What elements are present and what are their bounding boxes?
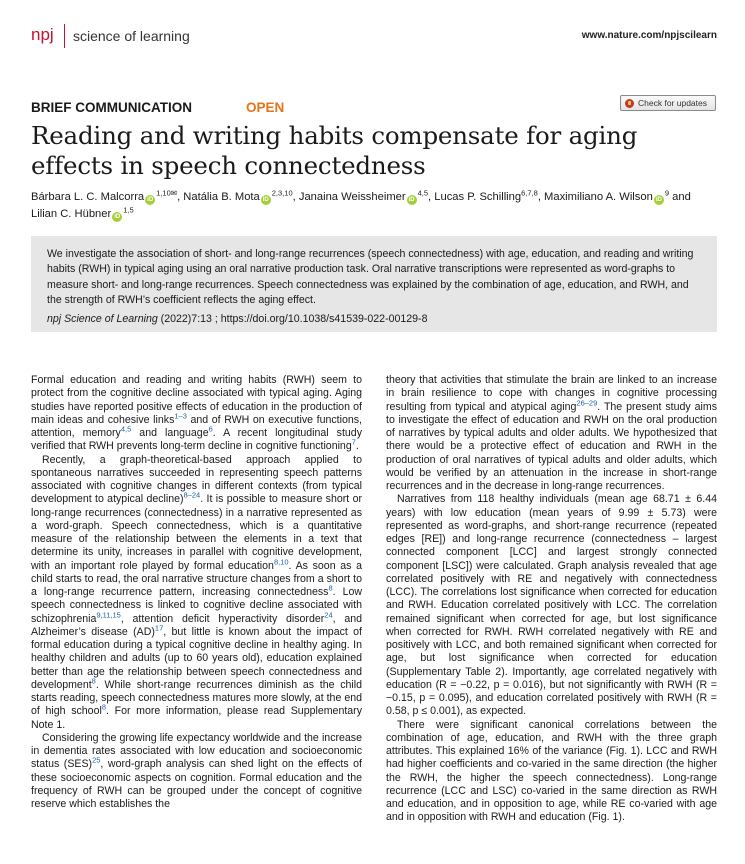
- author-separator: ,: [428, 191, 432, 203]
- author-name[interactable]: Natália B. Mota: [183, 191, 260, 203]
- open-access-label: OPEN: [246, 100, 285, 115]
- reference-link[interactable]: 8–24: [183, 490, 201, 500]
- reference-link[interactable]: 26–29: [576, 397, 598, 407]
- journal-logo-npj: npj: [31, 25, 54, 44]
- journal-header: [31, 22, 717, 52]
- body-text: and of RWH on executive functions, attention, memory: [31, 413, 362, 439]
- body-text: There were significant canonical correlations between the combination of age, education, and RWH with the three graph attributes. This explained 16% of the variance (Fig. 1). LCC and RWH had higher coefficients and co-varied in the same direction (the higher the RWH, the higher the speech connectedness). Long-range recurrence (LCC and LSC) co-varied in the same direction as RWH and education, and in opposition to age, while RE co-varied with age and in opposition with RWH and education (Fig. 1).: [386, 718, 717, 824]
- body-text: , attention deficit hyperactivity disorder: [120, 612, 325, 625]
- journal-name: science of learning: [73, 28, 190, 44]
- citation-journal: npj Science of Learning: [47, 312, 158, 325]
- reference-link[interactable]: 4,5: [120, 424, 132, 434]
- article-title: Reading and writing habits compensate for aging effects in speech connectedness: [31, 121, 638, 180]
- body-text: . While short-range recurrences diminish as the child starts reading, speech connectedness matures more slowly, at the end of high school: [31, 678, 362, 718]
- body-paragraph: [386, 374, 717, 493]
- body-column-left: [31, 374, 362, 811]
- body-text: , word-graph analysis can shed light on the effects of these socioeconomic aspects on cognition. Formal education and the frequency of RWH can be grouped under the concept of cognitive reserve which establishes the: [31, 758, 363, 810]
- citation-line: [47, 312, 701, 327]
- reference-link[interactable]: 8,10: [273, 556, 289, 566]
- author-name[interactable]: Janaina Weissheimer: [298, 191, 406, 203]
- body-text: Recently, a graph-theoretical-based approach applied to spontaneous narratives succeeded in representing speech patterns associated with cognitive changes in different contexts (from typical development to atypical decline): [31, 453, 362, 506]
- orcid-icon[interactable]: iD: [408, 197, 415, 203]
- author-affiliation: 2,3,10: [271, 188, 293, 198]
- body-text: , but little is known about the impact of formal education during a typical cognitive decline in healthy aging. In healthy children and adults (up to 60 years old), education explained better than age the relationship between speech connectedness and development: [31, 625, 363, 691]
- reference-link[interactable]: 17: [154, 623, 164, 633]
- author: [183, 188, 296, 203]
- reference-link[interactable]: 8: [101, 702, 106, 712]
- author: [434, 188, 541, 203]
- reference-link[interactable]: 24: [324, 609, 333, 619]
- author-name[interactable]: Lucas P. Schilling: [434, 191, 522, 203]
- body-text: Formal education and reading and writing habits (RWH) seem to protect from the cognitive decline associated with typical aging. Aging studies have reported positive effects of education in the production of main ideas and cohesive links: [31, 374, 362, 426]
- author-list: [31, 189, 721, 223]
- abstract-text: We investigate the association of short- and long-range recurrences (speech connectedness) with age, education, and reading and writing habits (RWH) in typical aging using an oral narrative production task. Oral narrative transcriptions were represented as word-graphs to measure short- and long-range recurrences. Speech connectedness was explained by the combination of age, education, and RWH, and the strength of RWH’s coefficient reflects the aging effect.: [47, 248, 694, 307]
- orcid-icon[interactable]: iD: [262, 197, 269, 203]
- orcid-icon[interactable]: iD: [655, 197, 662, 203]
- reference-link[interactable]: 8: [91, 676, 96, 686]
- body-paragraph: [31, 454, 362, 732]
- author-separator: ,: [537, 191, 541, 203]
- body-text: . As soon as a child starts to read, the oral narrative structure changes from a short to a long-range recurrence pattern, increasing connectedness: [31, 559, 363, 598]
- body-paragraph: [31, 374, 362, 454]
- body-text: . A recent longitudinal study verified that RWH prevents long-term decline in cognitive functioning: [31, 427, 362, 453]
- body-text: . Low speech connectedness is linked to cognitive decline associated with schizophrenia: [31, 586, 362, 625]
- reference-link[interactable]: 9,11,15: [96, 609, 121, 619]
- citation-doi[interactable]: (2022)7:13 ; https://doi.org/10.1038/s41539-022-00129-8: [157, 312, 428, 325]
- reference-link[interactable]: 25: [92, 755, 101, 765]
- author-affiliation: 6,7,8: [521, 188, 538, 198]
- article-type: BRIEF COMMUNICATION: [31, 100, 192, 115]
- check-for-updates-label: Check for updates: [638, 98, 707, 108]
- abstract-box: [31, 236, 717, 332]
- body-text: Narratives from 118 healthy individuals (mean age 68.71 ± 6.44 years) with low education (mean years of 9.99 ± 5.73) were represented as word-graphs, and short-range recurrence (repeated edges [RE]) and long-range recurrence (connectedness – largest connected component [LCC] and largest strongly connected component [LSC]) were calculated. Graph analysis revealed that age correlated positively with RE and negatively with connectedness (LCC). The correlations lost significance when corrected for education and RWH. Education correlated positively with LCC. The correlation remained significant when corrected for age, but lost significance when corrected for RWH. RWH correlated negatively with RE and positively with LCC, and both remained significant when corrected for age, but lost significance when corrected for education (Supplementary Table 2). Importantly, age correlated negatively with education (R = −0.22, p = 0.016), but not significantly with RWH (R = −0.15, p = 0.095), and education correlated positively with RWH (R = 0.58, p ≤ 0.001), as expected.: [386, 493, 717, 718]
- author-affiliation: 1,5: [123, 205, 134, 215]
- check-for-updates-button[interactable]: [620, 95, 716, 111]
- author-name[interactable]: Maximiliano A. Wilson: [544, 191, 653, 203]
- author-affiliation: 9: [664, 188, 670, 198]
- logo-divider: [64, 24, 65, 48]
- body-paragraph: [386, 719, 717, 825]
- author: [298, 188, 432, 203]
- orcid-icon[interactable]: iD: [147, 197, 154, 203]
- body-text: . The present study aims to investigate the effect of education and RWH on the oral production of narratives by typical adults and older adults. We hypothesized that there would be a protective effect of education and RWH in the production of oral narratives of typical adults and older adults, which would be verified by an attenuation in the increase in short-range recurrences and in the decrease in long-range recurrences.: [386, 400, 717, 492]
- author-affiliation: 4,5: [417, 188, 429, 198]
- author-name[interactable]: Lilian C. Hübner: [31, 208, 112, 220]
- body-text: . For more information, please read Supplementary Note 1.: [31, 705, 363, 731]
- author: [544, 188, 691, 203]
- author: [31, 205, 134, 220]
- author-separator: and: [669, 191, 691, 203]
- author-separator: ,: [292, 191, 296, 203]
- body-text: and language: [131, 427, 209, 439]
- author-separator: ,: [177, 191, 181, 203]
- body-text: . It is possible to measure short or long-range recurrences (connectedness) in a narrative represented as a word-graph. Speech connectedness, which is a quantitative measure of the relationship between the elements in a text that determine its unity, increases in parallel with cognitive development, with an important role played by formal education: [31, 493, 362, 572]
- body-text: Considering the growing life expectancy worldwide and the increase in dementia rates associated with low education and socioeconomic status (SES): [31, 731, 362, 771]
- author-affiliation: 1,10✉: [156, 188, 178, 198]
- orcid-icon[interactable]: iD: [114, 214, 121, 220]
- reference-link[interactable]: 1–3: [174, 411, 187, 421]
- journal-url[interactable]: www.nature.com/npjscilearn: [581, 30, 717, 41]
- reference-link[interactable]: 8: [328, 583, 333, 593]
- body-paragraph: [31, 732, 362, 812]
- author: [31, 188, 181, 203]
- body-text: , and Alzheimer’s disease (AD): [31, 612, 362, 638]
- body-text: .: [355, 440, 359, 453]
- crossmark-icon: [625, 99, 634, 108]
- author-name[interactable]: Bárbara L. C. Malcorra: [31, 191, 145, 203]
- body-column-right: [386, 374, 717, 825]
- body-paragraph: [386, 493, 717, 718]
- body-text: theory that activities that stimulate the brain are linked to an increase in brain resilience to cope with changes in cognitive processing resulting from typical and atypical aging: [386, 374, 717, 413]
- reference-link[interactable]: 6: [208, 424, 213, 434]
- reference-link[interactable]: 7: [351, 437, 356, 447]
